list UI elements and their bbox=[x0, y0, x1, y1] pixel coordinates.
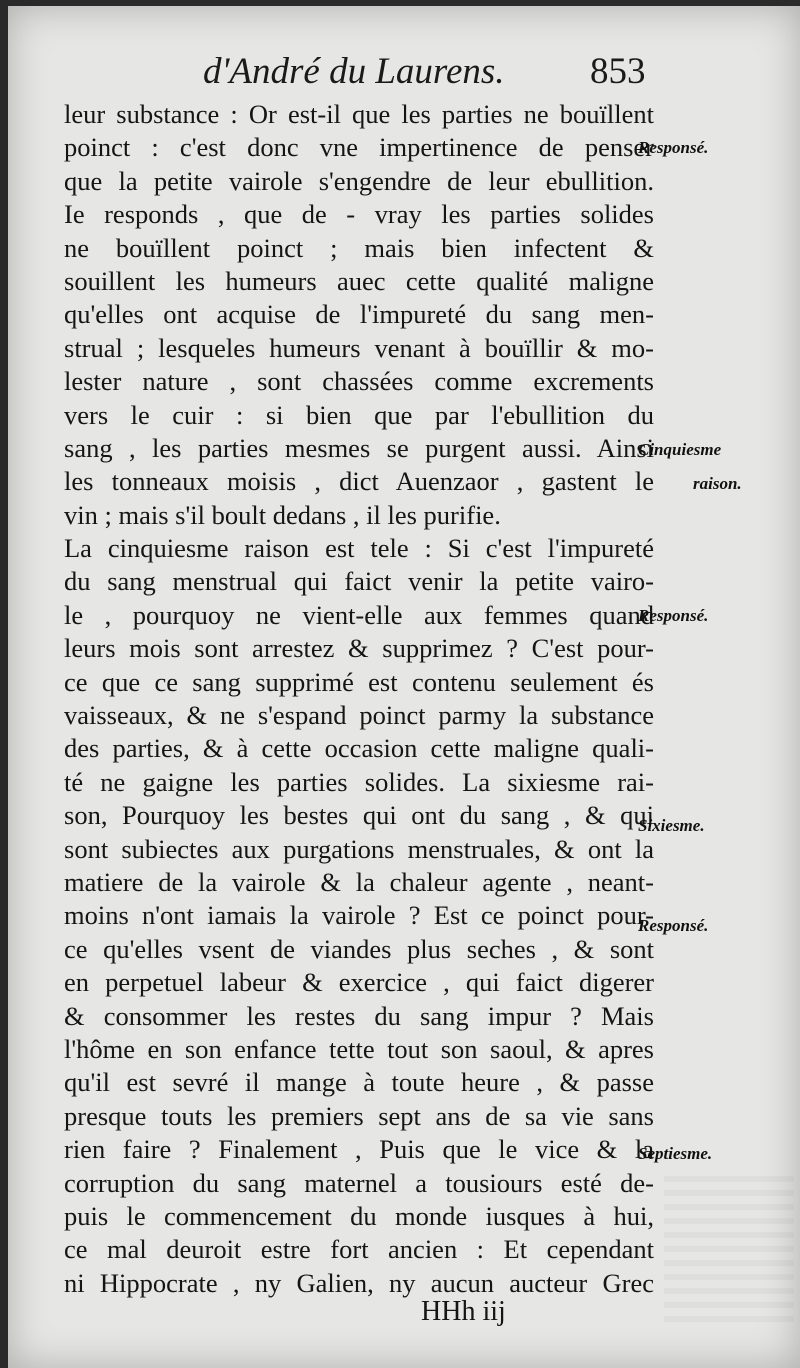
text-line: le , pourquoy ne vient-elle aux femmes quand bbox=[64, 599, 654, 630]
text-line: vin ; mais s'il boult dedans , il les purifie. bbox=[64, 499, 501, 530]
text-line: ni Hippocrate , ny Galien, ny aucun aucteur Grec bbox=[64, 1267, 654, 1298]
text-line: vers le cuir : si bien que par l'ebullition du bbox=[64, 399, 654, 430]
text-line: presque touts les premiers sept ans de sa vie sans bbox=[64, 1100, 654, 1131]
signature-mark: HHh iij bbox=[421, 1296, 506, 1327]
text-line: que la petite vairole s'engendre de leur ebullition. bbox=[64, 165, 654, 196]
text-line: qu'il est sevré il mange à toute heure , & passe bbox=[64, 1067, 654, 1098]
margin-note-cinquiesme: Cinquiesme bbox=[638, 440, 722, 459]
text-line: La cinquiesme raison est tele : Si c'est l'impureté bbox=[64, 533, 654, 564]
margin-note-responce: Responsé. bbox=[638, 916, 709, 935]
text-line: Ie responds , que de - vray les parties solides bbox=[64, 199, 654, 230]
margin-note-responce: Responsé. bbox=[638, 606, 709, 625]
running-title: d'André du Laurens. bbox=[203, 51, 505, 92]
margin-note-sixiesme: Sixiesme. bbox=[638, 816, 705, 835]
text-line: rien faire ? Finalement , Puis que le vice & la bbox=[64, 1134, 654, 1165]
margin-note-raison: raison. bbox=[693, 474, 742, 493]
text-line: sont subiectes aux purgations menstruales, & ont la bbox=[64, 833, 654, 864]
text-line: souillent les humeurs auec cette qualité maligne bbox=[64, 265, 654, 296]
text-line: ce mal deuroit estre fort ancien : Et cependant bbox=[64, 1234, 654, 1265]
text-line: poinct : c'est donc vne impertinence de penser bbox=[64, 132, 654, 163]
page-number: 853 bbox=[590, 51, 646, 92]
text-line: des parties, & à cette occasion cette maligne quali- bbox=[64, 733, 654, 764]
margin-note-responce: Responsé. bbox=[638, 138, 709, 157]
text-line: té ne gaigne les parties solides. La sixiesme rai- bbox=[64, 766, 654, 797]
text-line: leurs mois sont arrestez & supprimez ? C'est pour- bbox=[64, 633, 654, 664]
text-line: ce que ce sang supprimé est contenu seulement és bbox=[64, 666, 654, 697]
text-line: lester nature , sont chassées comme excrements bbox=[64, 366, 654, 397]
text-line: qu'elles ont acquise de l'impureté du sang men- bbox=[64, 299, 654, 330]
text-line: strual ; lesqueles humeurs venant à bouïllir & mo- bbox=[64, 332, 654, 363]
text-line: matiere de la vairole & la chaleur agente , neant- bbox=[64, 866, 654, 897]
page-header bbox=[8, 50, 800, 100]
margin-note-septiesme: Septiesme. bbox=[638, 1144, 713, 1163]
text-line: ne bouïllent poinct ; mais bien infectent & bbox=[64, 232, 654, 263]
body-text bbox=[64, 98, 654, 1300]
show-through-texture bbox=[664, 1176, 794, 1326]
text-line: & consommer les restes du sang impur ? Mais bbox=[64, 1000, 654, 1031]
text-line: sang , les parties mesmes se purgent aussi. Ainsi bbox=[64, 432, 654, 463]
text-line: puis le commencement du monde iusques à hui, bbox=[64, 1200, 654, 1231]
book-page bbox=[8, 6, 800, 1368]
text-line: les tonneaux moisis , dict Auenzaor , gastent le bbox=[64, 466, 654, 497]
text-line: ce qu'elles vsent de viandes plus seches , & sont bbox=[64, 933, 654, 964]
text-line: leur substance : Or est-il que les parties ne bouïllent bbox=[64, 99, 654, 129]
text-line: vaisseaux, & ne s'espand poinct parmy la substance bbox=[64, 700, 654, 731]
text-line: son, Pourquoy les bestes qui ont du sang , & qui bbox=[64, 800, 654, 831]
text-line: du sang menstrual qui faict venir la petite vairo- bbox=[64, 566, 654, 597]
text-line: l'hôme en son enfance tette tout son saoul, & apres bbox=[64, 1033, 654, 1064]
text-line: corruption du sang maternel a tousiours esté de- bbox=[64, 1167, 654, 1198]
text-line: en perpetuel labeur & exercice , qui faict digerer bbox=[64, 967, 654, 998]
text-line: moins n'ont iamais la vairole ? Est ce poinct pour- bbox=[64, 900, 654, 931]
